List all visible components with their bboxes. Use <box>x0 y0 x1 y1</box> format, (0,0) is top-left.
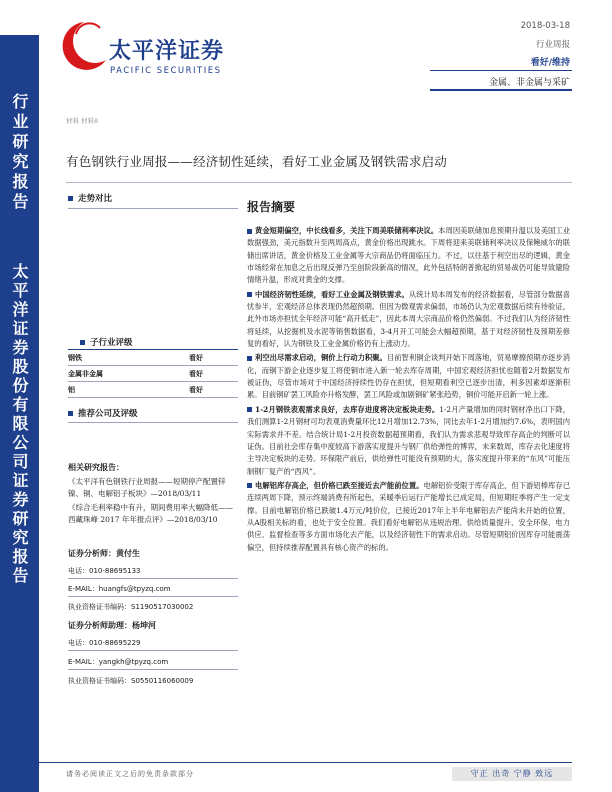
footer-divider <box>39 762 572 763</box>
subindustry-name: 铝 <box>68 386 75 394</box>
contact-divider <box>68 578 238 579</box>
subindustry-rating: 看好 <box>189 386 203 394</box>
report-title: 有色钢铁行业周报——经济韧性延续，看好工业金属及钢铁需求启动 <box>66 154 448 169</box>
header-divider <box>430 89 572 91</box>
subindustry-name: 金属非金属 <box>68 370 103 378</box>
report-type: 行业周报 <box>535 40 570 50</box>
subindustry-rating: 看好 <box>189 370 203 378</box>
subindustry-rating: 看好 <box>189 354 203 362</box>
assistant-name-line: 证券分析师助理：杨坤河 <box>68 621 156 630</box>
trend-section-header: 走势对比 <box>68 192 112 204</box>
summary-paragraph: 黄金短期偏空，中长线看多，关注下周美联储利率决议。本周因美联储加息预期升温以及美国工业数据强劲，美元指数升至两周高点，黄金价格出现跳水。下周将迎来美联储利率决议及保鲍威尔的联储出席讲话，黄金价格及工业金属等大宗商品仍将面临压力。不过，以往基于利空出尽的逻辑，黄金市场经常在加息之后出现反弹乃至创阶段新高的情况，此外包括特朗普掀起的贸易战仍可能导致避险情绪升温，形成对黄金的支撑。 <box>247 226 571 285</box>
report-category-label: 行业研究报告 <box>10 93 29 213</box>
contact-divider <box>68 596 238 597</box>
square-bullet-icon <box>68 196 73 201</box>
contact-divider <box>68 650 238 651</box>
summary-paragraph: 利空出尽需求启动，铜价上行动力积聚。目前智利铜企谈判开始下周落地，贸易摩擦预期亦逐步消化，而铜下游企业逐步复工将使铜市进入新一轮去库存周期，中国宏观经济担忧也随着2月数据发布被证伪，尽管市场对于中国经济持续性仍存在担忧，但短期看利空已逐步出清，利多因素却逐渐积累。目前铜矿罢工风险亦升格发酵，罢工风险或加剧铜矿紧张趋势，铜价可能开启新一轮上涨。 <box>247 353 570 400</box>
company-motto: 守正 出奇 宁静 致远 <box>452 767 572 781</box>
summary-paragraph: 电解铝库存高企，但价格已跌至接近去产能前位置。电解铝价受限于库存高企，但下游铝棒库存已连续两周下降，预示终端消费有所起色，采暖季后运行产能增长已成定局，但短期旺季将产生一定支撑。目前电解铝价格已跌破1.4万元/吨价位，已接近2017年上半年电解铝去产能尚未开始的位置，从A股相关标的看，也处于安全位置。我们看好电解铝从违规治理、供给质量提升、安全环保、电力供应、监督检查等多方面市场化去产能，以及经济韧性下的需求启动。尽管短期铝价因库存可能震荡偏空，但持续推荐配置具有核心资产的标的。 <box>247 480 570 552</box>
side-band <box>0 35 39 792</box>
analyst-name: 黄付生 <box>116 549 140 558</box>
recommend-section-header: 推荐公司及评级 <box>68 407 138 419</box>
section-divider <box>68 208 238 209</box>
table-row <box>68 366 238 382</box>
subindustry-name: 钢铁 <box>68 354 82 362</box>
analyst-name-line: 证券分析师：黄付生 <box>68 549 140 558</box>
sector-label: 金属、非金属与采矿 <box>488 78 570 88</box>
title-divider <box>66 182 572 183</box>
analyst-certificate: 执业资格证书编码：S1190517030002 <box>68 603 194 611</box>
related-report-item[interactable]: 《太平洋有色钢铁行业周报——短期停产配置锌镍、铜、电解铝子板块》—2018/03/11 <box>68 477 226 498</box>
rating-section-header: 子行业评级 <box>80 336 133 348</box>
table-row <box>68 382 238 398</box>
table-row <box>68 350 238 366</box>
square-bullet-icon <box>68 411 73 416</box>
related-report-item[interactable]: 《综合毛利率稳中有升，期间费用率大幅降低——西藏珠峰 2017 年年报点评》—2018/03/10 <box>68 503 233 524</box>
disclaimer-note: 请务必阅读正文之后的免责条款部分 <box>66 770 194 778</box>
industry-rating: 看好/维持 <box>530 58 570 68</box>
logo-chinese-text: 太平洋证券 <box>109 39 225 64</box>
summary-paragraph: 中国经济韧性延续，看好工业金属及钢铁需求。从统计局本周发布的经济数据看，尽管部分数据喜忧参半，宏观经济总体表现仍然超预期。但因为微观需求偏弱，市场仍认为宏观数据后续有待验证，此外市场亦担忧全年经济可能“高开低走”，因此本周大宗商品价格仍然偏弱。不过我们认为经济韧性将延续，从挖掘机及水泥等销售数据看，3-4月开工可能会大幅超预期，基于对经济韧性及预期差修复的看好，认为钢铁及工业金属价格仍有上涨动力。 <box>247 289 571 349</box>
assistant-phone: 电话：010-88695229 <box>68 639 141 647</box>
summary-body <box>247 225 570 556</box>
summary-paragraph: 1-2月钢铁表观需求良好，去库存进度将决定板块走势。1-2月产量增加的同时钢材净出口下降，我们测算1-2月钢材可均表观消费量环比12月增加12.73%，同比去年1-2月增加约7.6%，表明国内实际需求并不差。结合统计局1-2月投资数据超预期看，我们认为需求悲观导致库存高企的判断可以证伪。目前社会库存集中度较高下游落实度提升与钢厂供给弹性的博弈，未来数周，库存去化速度将主导决定板块的走势。环保限产前后，供给弹性可能没有预期的大，落实度提升带来的“东风”可能压制钢厂复产的“西风”。 <box>247 404 571 476</box>
square-bullet-icon <box>247 292 252 297</box>
assistant-name: 杨坤河 <box>132 621 156 630</box>
square-bullet-icon <box>247 407 252 412</box>
assistant-email[interactable]: E-MAIL：yangkh@tpyzq.com <box>68 658 169 666</box>
section-divider <box>68 422 238 423</box>
square-bullet-icon <box>247 356 252 361</box>
header-divider <box>430 70 572 71</box>
logo-english-text: PACIFIC SECURITIES <box>110 66 222 76</box>
analyst-phone: 电话：010-88695133 <box>68 567 141 575</box>
industry-tag: 材料 材料II <box>66 117 98 125</box>
related-reports <box>68 462 238 528</box>
square-bullet-icon <box>247 229 252 234</box>
square-bullet-icon <box>80 340 85 345</box>
company-report-label: 太平洋证券股份有限公司证券研究报告 <box>10 263 29 586</box>
assistant-certificate: 执业资格证书编码：S0550116060009 <box>68 677 194 685</box>
report-date: 2018-03-18 <box>520 21 570 31</box>
square-bullet-icon <box>247 483 252 488</box>
contact-divider <box>68 669 238 670</box>
summary-title: 报告摘要 <box>247 200 296 214</box>
related-reports-title: 相关研究报告： <box>68 463 124 472</box>
analyst-email[interactable]: E-MAIL：huangfs@tpyzq.com <box>68 585 171 593</box>
